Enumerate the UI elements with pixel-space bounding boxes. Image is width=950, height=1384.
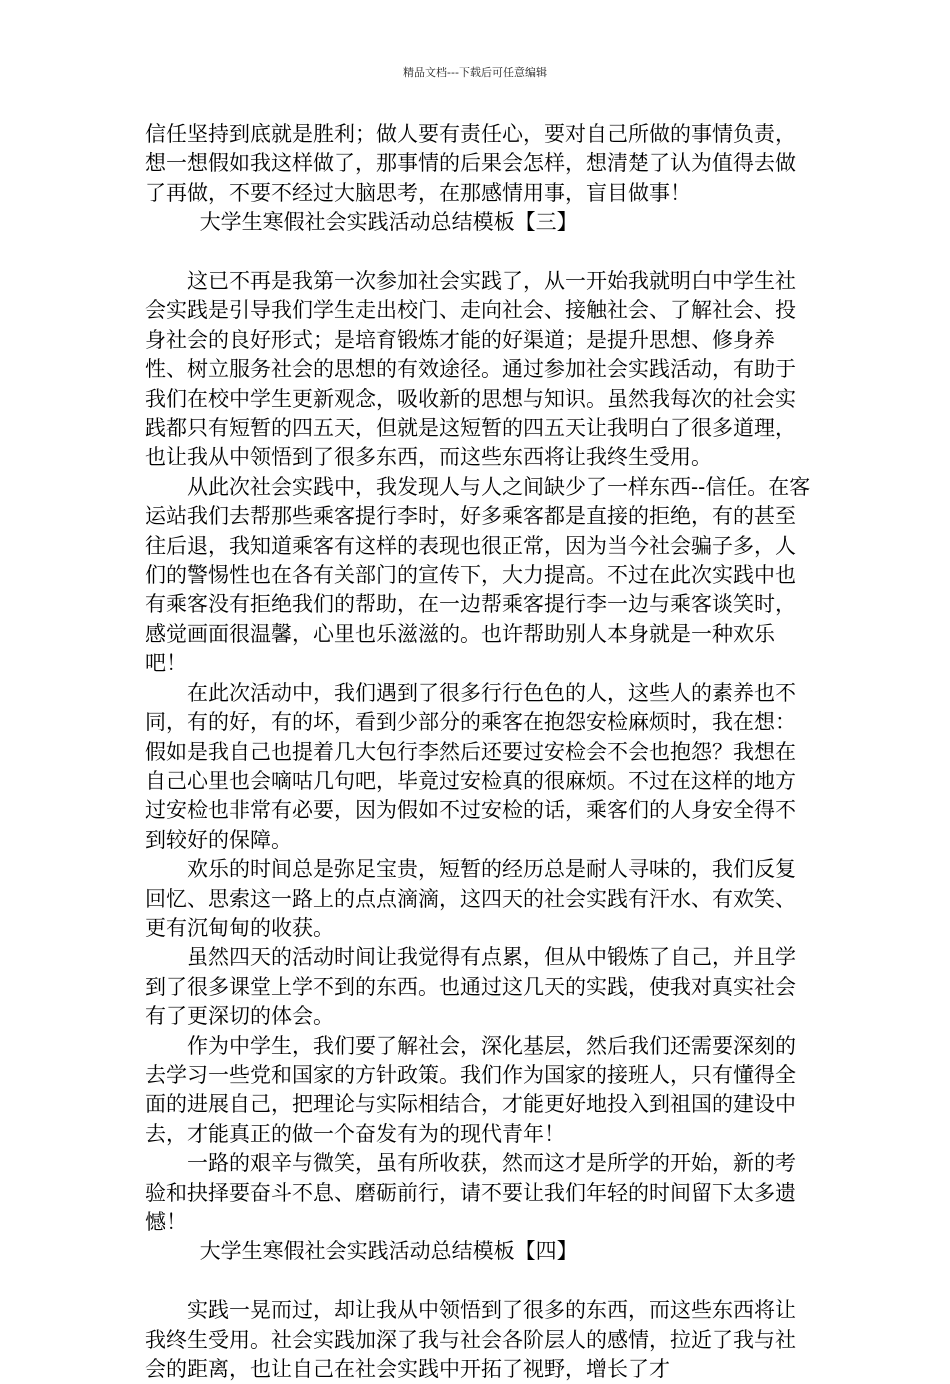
paragraph-continued: 信任坚持到底就是胜利；做人要有责任心，要对自己所做的事情负责，想一想假如我这样做了，那事情的后果会怎样，想清楚了认为值得去做了再做，不要不经过大脑思考，在那感情用事，盲目做事！ (145, 122, 796, 205)
paragraph: 欢乐的时间总是弥足宝贵，短暂的经历总是耐人寻味的，我们反复回忆、思索这一路上的点点滴滴，这四天的社会实践有汗水、有欢笑、更有沉甸甸的收获。 (145, 857, 796, 940)
paragraph: 实践一晃而过，却让我从中领悟到了很多的东西，而这些东西将让我终生受用。社会实践加深了我与社会各阶层人的感情，拉近了我与社会的距离，也让自己在社会实践中开拓了视野，增长了才 (145, 1298, 796, 1382)
document-body (145, 120, 815, 1384)
section-heading-3: 大学生寒假社会实践活动总结模板【三】 (199, 210, 578, 235)
section-heading-4: 大学生寒假社会实践活动总结模板【四】 (199, 1239, 578, 1264)
paragraph: 在此次活动中，我们遇到了很多行行色色的人，这些人的素养也不同，有的好，有的坏，看到少部分的乘客在抱怨安检麻烦时，我在想：假如是我自己也提着几大包行李然后还要过安检会不会也抱怨？我想在自己心里也会嘀咕几句吧，毕竟过安检真的很麻烦。不过在这样的地方过安检也非常有必要，因为假如不过安检的话，乘客们的人身安全得不到较好的保障。 (145, 680, 796, 852)
paragraph: 作为中学生，我们要了解社会，深化基层，然后我们还需要深刻的去学习一些党和国家的方针政策。我们作为国家的接班人，只有懂得全面的进展自己，把理论与实际相结合，才能更好地投入到祖国的建设中去，才能真正的做一个奋发有为的现代青年！ (145, 1033, 796, 1146)
paragraph: 这已不再是我第一次参加社会实践了，从一开始我就明白中学生社会实践是引导我们学生走出校门、走向社会、接触社会、了解社会、投身社会的良好形式；是培育锻炼才能的好渠道；是提升思想、修身养性、树立服务社会的思想的有效途径。通过参加社会实践活动，有助于我们在校中学生更新观念，吸收新的思想与知识。虽然我每次的社会实践都只有短暂的四五天，但就是这短暂的四五天让我明白了很多道理，也让我从中领悟到了很多东西，而这些东西将让我终生受用。 (145, 269, 796, 470)
blank-line (145, 1267, 815, 1296)
page-header: 精品文档---下载后可任意编辑 (403, 66, 547, 79)
paragraph: 从此次社会实践中，我发现人与人之间缺少了一样东西--信任。在客运站我们去帮那些乘客提行李时，好多乘客都是直接的拒绝，有的甚至往后退，我知道乘客有这样的表现也很正常，因为当今社会骗子多，人们的警惕性也在各有关部门的宣传下，大力提高。不过在此次实践中也有乘客没有拒绝我们的帮助，在一边帮乘客提行李一边与乘客谈笑时，感觉画面很温馨，心里也乐滋滋的。也许帮助别人本身就是一种欢乐吧！ (145, 474, 811, 676)
blank-line (145, 238, 815, 267)
paragraph: 虽然四天的活动时间让我觉得有点累，但从中锻炼了自己，并且学到了很多课堂上学不到的东西。也通过这几天的实践，使我对真实社会有了更深切的体会。 (145, 945, 796, 1029)
paragraph: 一路的艰辛与微笑，虽有所收获，然而这才是所学的开始，新的考验和抉择要奋斗不息、磨砺前行，请不要让我们年轻的时间留下太多遗憾！ (145, 1151, 796, 1235)
